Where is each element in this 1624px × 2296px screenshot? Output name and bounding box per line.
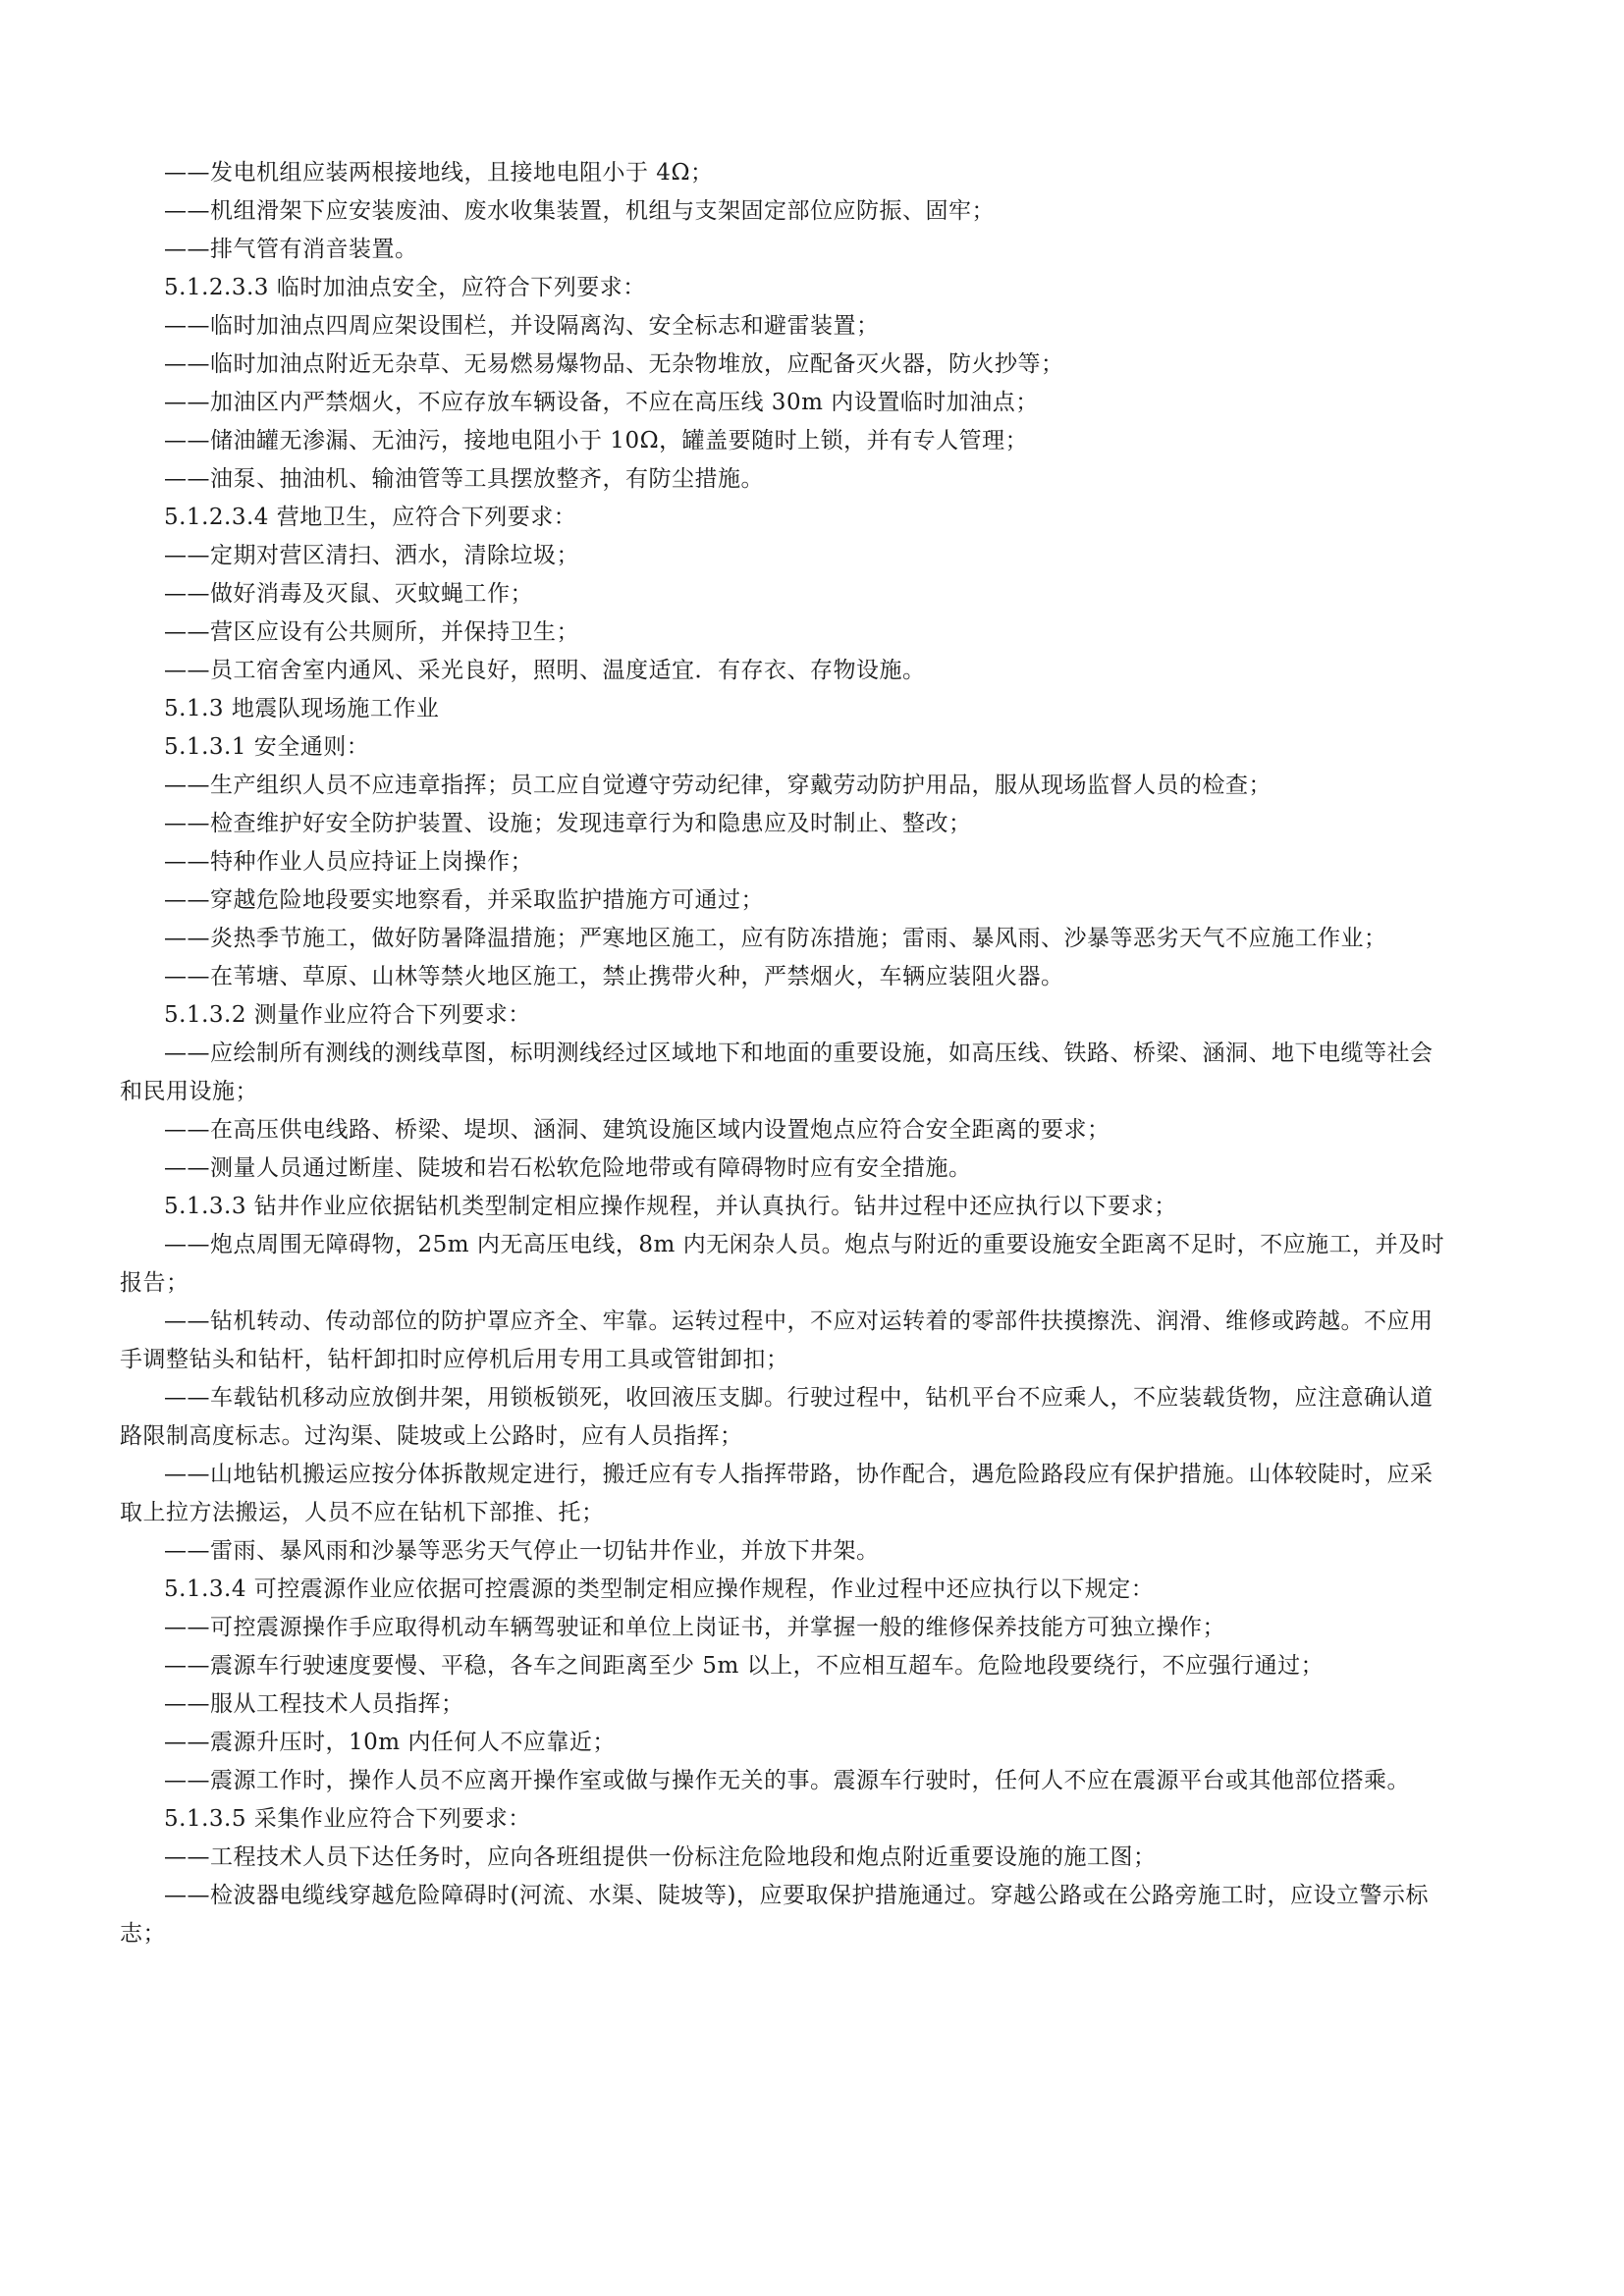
list-item: ——储油罐无渗漏、无油污，接地电阻小于 10Ω，罐盖要随时上锁，并有专人管理；: [164, 428, 1029, 454]
section-heading: 5.1.3.1 安全通则：: [164, 734, 370, 760]
section-heading: 5.1.3.4 可控震源作业应依据可控震源的类型制定相应操作规程，作业过程中还应执行以下规定：: [164, 1576, 1155, 1602]
list-item: ——服从工程技术人员指挥；: [164, 1691, 464, 1717]
list-item: ——做好消毒及灭鼠、灭蚊蝇工作；: [164, 581, 533, 607]
list-item: ——营区应设有公共厕所，并保持卫生；: [164, 619, 579, 645]
list-item: ——在苇塘、草原、山林等禁火地区施工，禁止携带火种，严禁烟火，车辆应装阻火器。: [164, 964, 1064, 989]
list-item: ——在高压供电线路、桥梁、堤坝、涵洞、建筑设施区域内设置炮点应符合安全距离的要求；: [164, 1117, 1110, 1143]
list-item: ——震源升压时，10m 内任何人不应靠近；: [164, 1730, 616, 1755]
section-heading: 5.1.3.5 采集作业应符合下列要求：: [164, 1806, 531, 1832]
list-item: ——可控震源操作手应取得机动车辆驾驶证和单位上岗证书，并掌握一般的维修保养技能方可独立操作；: [164, 1615, 1225, 1640]
list-item: ——检查维护好安全防护装置、设施；发现违章行为和隐患应及时制止、整改；: [164, 811, 972, 836]
list-item: ——车载钻机移动应放倒井架，用锁板锁死，收回液压支脚。行驶过程中，钻机平台不应乘人，不应装载货物，应注意确认道: [164, 1385, 1434, 1411]
section-heading: 5.1.3 地震队现场施工作业: [164, 696, 440, 721]
list-item: ——排气管有消音装置。: [164, 237, 418, 262]
list-item: ——工程技术人员下达任务时，应向各班组提供一份标注危险地段和炮点附近重要设施的施工图；: [164, 1844, 1157, 1870]
section-heading: 5.1.2.3.3 临时加油点安全，应符合下列要求：: [164, 275, 646, 300]
list-item: ——山地钻机搬运应按分体拆散规定进行，搬迁应有专人指挥带路，协作配合，遇危险路段应有保护措施。山体较陡时，应采: [164, 1462, 1434, 1487]
list-item: ——临时加油点四周应架设围栏，并设隔离沟、安全标志和避雷装置；: [164, 313, 880, 339]
list-item: ——炎热季节施工，做好防暑降温措施；严寒地区施工，应有防冻措施；雷雨、暴风雨、沙暴等恶劣天气不应施工作业；: [164, 926, 1387, 951]
document-body: [120, 154, 1514, 1953]
list-item-continuation: 志；: [120, 1921, 166, 1947]
list-item: ——震源车行驶速度要慢、平稳，各车之间距离至少 5m 以上，不应相互超车。危险地段要绕行，不应强行通过；: [164, 1653, 1325, 1679]
list-item: ——穿越危险地段要实地察看，并采取监护措施方可通过；: [164, 887, 764, 913]
list-item: ——机组滑架下应安装废油、废水收集装置，机组与支架固定部位应防振、固牢；: [164, 198, 995, 224]
list-item: ——发电机组应装两根接地线，且接地电阻小于 4Ω；: [164, 160, 714, 186]
list-item: ——应绘制所有测线的测线草图，标明测线经过区域地下和地面的重要设施，如高压线、铁路、桥梁、涵洞、地下电缆等社会: [164, 1041, 1434, 1066]
list-item: ——炮点周围无障碍物，25m 内无高压电线，8m 内无闲杂人员。炮点与附近的重要设施安全距离不足时，不应施工，并及时: [164, 1232, 1445, 1257]
list-item: ——定期对营区清扫、洒水，清除垃圾；: [164, 543, 579, 568]
list-item: ——油泵、抽油机、输油管等工具摆放整齐，有防尘措施。: [164, 466, 764, 492]
list-item: ——员工宿舍室内通风、采光良好，照明、温度适宜．有存衣、存物设施。: [164, 658, 926, 683]
section-heading: 5.1.2.3.4 营地卫生，应符合下列要求：: [164, 505, 577, 530]
list-item: ——加油区内严禁烟火，不应存放车辆设备，不应在高压线 30m 内设置临时加油点；: [164, 390, 1039, 415]
list-item: ——测量人员通过断崖、陡坡和岩石松软危险地带或有障碍物时应有安全措施。: [164, 1155, 972, 1181]
list-item-continuation: 手调整钻头和钻杆，钻杆卸扣时应停机后用专用工具或管钳卸扣；: [120, 1347, 789, 1372]
list-item-continuation: 和民用设施；: [120, 1079, 258, 1104]
section-heading: 5.1.3.2 测量作业应符合下列要求：: [164, 1002, 531, 1028]
list-item-continuation: 路限制高度标志。过沟渠、陡坡或上公路时，应有人员指挥；: [120, 1423, 743, 1449]
list-item: ——特种作业人员应持证上岗操作；: [164, 849, 533, 875]
list-item: ——钻机转动、传动部位的防护罩应齐全、牢靠。运转过程中，不应对运转着的零部件扶摸擦洗、润滑、维修或跨越。不应用: [164, 1308, 1434, 1334]
section-heading: 5.1.3.3 钻井作业应依据钻机类型制定相应操作规程，并认真执行。钻井过程中还应执行以下要求；: [164, 1194, 1177, 1219]
list-item: ——临时加油点附近无杂草、无易燃易爆物品、无杂物堆放，应配备灭火器，防火抄等；: [164, 351, 1064, 377]
list-item: ——检波器电缆线穿越危险障碍时(河流、水渠、陡坡等)，应要取保护措施通过。穿越公路或在公路旁施工时，应设立警示标: [164, 1883, 1429, 1908]
list-item-continuation: 报告；: [120, 1270, 189, 1296]
list-item: ——生产组织人员不应违章指挥；员工应自觉遵守劳动纪律，穿戴劳动防护用品，服从现场监督人员的检查；: [164, 773, 1272, 798]
list-item-continuation: 取上拉方法搬运，人员不应在钻机下部推、托；: [120, 1500, 605, 1525]
list-item: ——震源工作时，操作人员不应离开操作室或做与操作无关的事。震源车行驶时，任何人不应在震源平台或其他部位搭乘。: [164, 1768, 1410, 1793]
list-item: ——雷雨、暴风雨和沙暴等恶劣天气停止一切钻井作业，并放下井架。: [164, 1538, 880, 1564]
